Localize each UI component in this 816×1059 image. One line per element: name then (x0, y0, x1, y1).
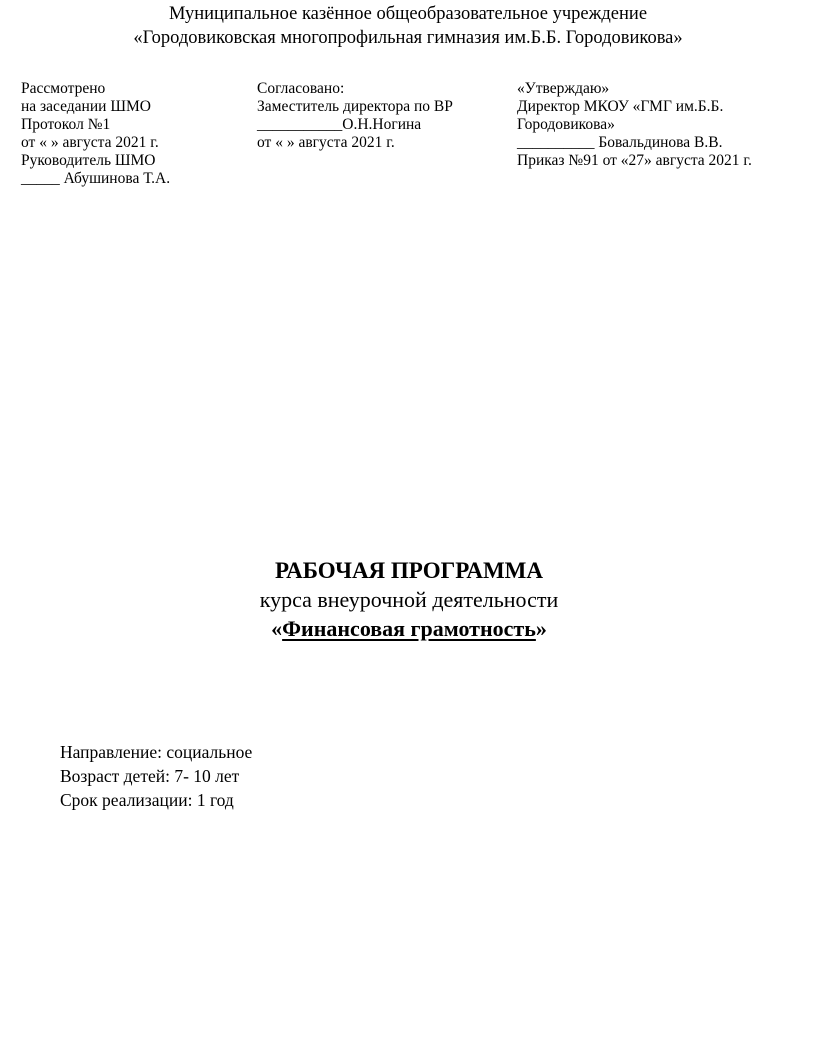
institution-name: Муниципальное казённое общеобразовательное учреждение (168, 4, 648, 24)
reviewed-protocol: Протокол №1 (21, 116, 111, 133)
approved-position-cont: Городовикова» (517, 116, 615, 133)
course-name (2, 614, 816, 644)
program-direction: Направление: социальное (60, 742, 253, 762)
quote-close: » (535, 616, 547, 641)
reviewed-head-title: Руководитель ШМО (21, 152, 156, 169)
gymnasium-name: «Городовиковская многопрофильная гимназия им.Б.Б. Городовикова» (133, 28, 683, 48)
program-title: РАБОЧАЯ ПРОГРАММА (274, 558, 543, 583)
program-age: Возраст детей: 7- 10 лет (60, 766, 240, 786)
reviewed-label: Рассмотрено (21, 80, 106, 97)
reviewed-head-signature: _____ Абушинова Т.А. (21, 170, 171, 187)
approved-label: «Утверждаю» (517, 80, 610, 97)
program-term: Срок реализации: 1 год (60, 790, 234, 810)
approved-signature: __________ Бовальдинова В.В. (517, 134, 723, 151)
quote-open: « (271, 616, 283, 641)
reviewed-date: от « » августа 2021 г. (21, 134, 159, 151)
agreed-label: Согласовано: (257, 80, 345, 97)
approved-block (517, 80, 752, 170)
program-subtitle: курса внеурочной деятельности (259, 587, 559, 612)
approved-position: Директор МКОУ «ГМГ им.Б.Б. (517, 98, 724, 115)
program-meta (60, 740, 252, 812)
agreed-signature: ___________О.Н.Ногина (257, 116, 422, 133)
reviewed-block (21, 80, 170, 188)
agreed-date: от « » августа 2021 г. (257, 134, 395, 151)
agreed-position: Заместитель директора по ВР (257, 98, 453, 115)
reviewed-meeting: на заседании ШМО (21, 98, 151, 115)
program-title-block (0, 556, 816, 644)
course-name-text: Финансовая грамотность (282, 616, 536, 641)
approved-order: Приказ №91 от «27» августа 2021 г. (517, 152, 752, 169)
agreed-block (257, 80, 453, 152)
